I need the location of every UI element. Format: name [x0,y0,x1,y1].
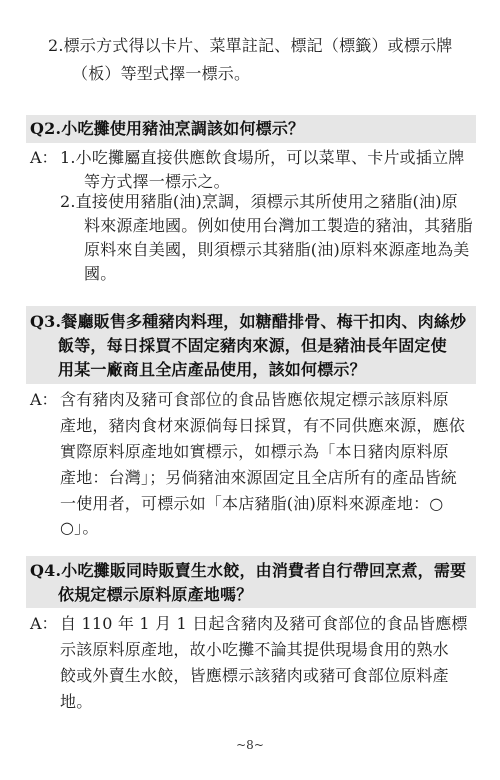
answer-line: ○」。 [60,518,99,537]
answer-line: 自 110 年 1 月 1 日起含豬肉及豬可食部位的食品皆應標 [60,614,468,633]
question-line: Q3.餐廳販售多種豬肉料理，如糖醋排骨、梅干扣肉、肉絲炒 [30,312,467,331]
answer-line: 產地：台灣」；另倘豬油來源固定且全店所有的產品皆統 [60,468,458,487]
answer-line: 地。 [60,692,93,711]
intro-line: （板）等型式擇一標示。 [72,64,251,83]
answer-line: 示該原料原產地，故小吃攤不論其提供現場食用的熟水 [60,640,449,659]
answer-line: 2.直接使用豬脂(油)烹調，須標示其所使用之豬脂(油)原 [60,192,458,211]
answer-line: 含有豬肉及豬可食部位的食品皆應依規定標示該原料原 [60,390,449,409]
question-line: 用某一廠商且全店產品使用，該如何標示？ [58,360,366,379]
answer-line: 一使用者，可標示如「本店豬脂(油)原料來源產地：○ [60,494,444,513]
answer-label: A： [30,148,58,167]
answer-line: 1.小吃攤屬直接供應飲食場所，可以菜單、卡片或插立牌 [60,148,465,167]
answer-line: 餃或外賣生水餃，皆應標示該豬肉或豬可食部位原料產 [60,666,449,685]
intro-line: 2.標示方式得以卡片、菜單註記、標記（標籤）或標示牌 [48,36,453,55]
answer-label: A： [30,390,58,409]
answer-line: 產地，豬肉食材來源倘每日採買，有不同供應來源，應依 [60,416,466,435]
question-line: Q4.小吃攤販同時販賣生水餃，由消費者自行帶回烹煮，需要 [30,561,467,580]
page-number: ~8~ [236,738,264,752]
question-line: 依規定標示原料原產地嗎？ [58,585,253,604]
answer-line: 實際原料原產地如實標示，如標示為「本日豬肉原料原 [60,442,449,461]
answer-line: 國。 [84,264,117,283]
question-line: 飯等，每日採買不固定豬肉來源，但是豬油長年固定使 [58,336,447,355]
answer-line: 料來源產地國。例如使用台灣加工製造的豬油，其豬脂 [84,216,473,235]
question-q2: Q2.小吃攤使用豬油烹調該如何標示？ [30,119,305,138]
answer-line: 原料來自美國，則須標示其豬脂(油)原料來源產地為美 [84,240,470,259]
answer-line: 等方式擇一標示之。 [84,172,230,191]
answer-label: A： [30,614,58,633]
